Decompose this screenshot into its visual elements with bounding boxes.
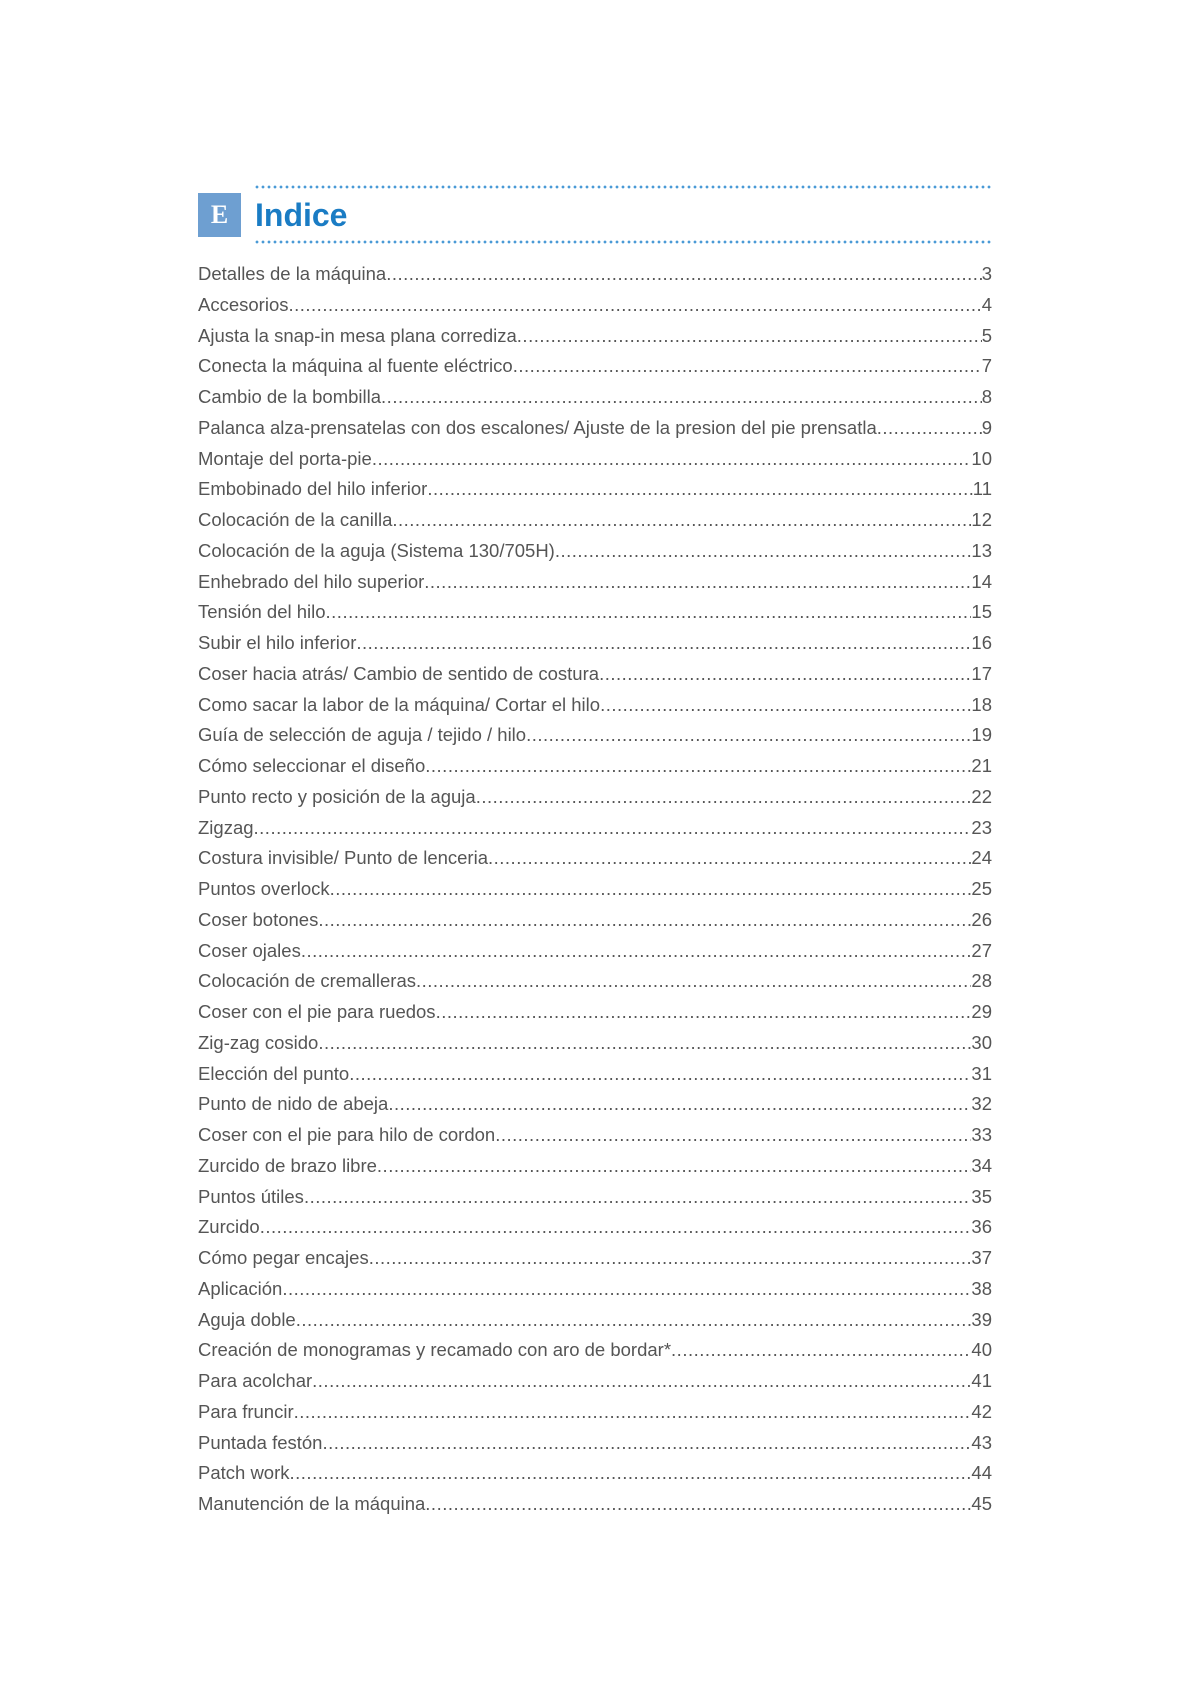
toc-entry-page-number: 18 [971,693,992,715]
toc-entry-title: Tensión del hilo [198,601,326,623]
toc-entry-title: Elección del punto [198,1062,350,1084]
toc-dot-leader [600,690,971,721]
toc-entry-title: Puntos útiles [198,1185,304,1207]
toc-entry-page-number: 38 [971,1277,992,1299]
toc-dot-leader [318,1028,971,1059]
toc-dot-leader [526,720,971,751]
toc-dot-leader [356,628,971,659]
toc-entry-page-number: 15 [971,601,992,623]
toc-dot-leader [372,444,972,475]
toc-entry-page-number: 8 [981,386,992,407]
dotted-rule-top [254,185,992,189]
toc-entry-page-number: 11 [972,478,992,500]
toc-dot-leader [436,997,972,1028]
toc-dot-leader [488,843,971,874]
toc-entry-title: Cómo seleccionar el diseño [198,755,426,776]
toc-entry-title: Colocación de cremalleras [198,970,416,992]
dotted-rule-bottom [254,240,992,244]
toc-entry[interactable] [198,321,992,352]
toc-entry[interactable] [198,813,992,844]
toc-entry-title: Colocación de la aguja (Sistema 130/705H) [198,539,555,561]
toc-entry-page-number: 33 [971,1124,992,1145]
toc-entry-page-number: 31 [971,1062,992,1084]
toc-entry-page-number: 3 [981,263,992,284]
toc-entry-title: Para acolchar [198,1370,313,1391]
toc-entry[interactable] [198,382,992,413]
toc-entry[interactable] [198,1028,992,1059]
toc-entry-title: Detalles de la máquina [198,263,387,284]
toc-entry-page-number: 19 [971,724,992,746]
toc-entry-title: Montaje del porta-pie [198,447,372,469]
toc-entry-title: Aplicación [198,1277,283,1299]
toc-entry[interactable] [198,1151,992,1182]
toc-entry-page-number: 12 [971,509,992,530]
toc-entry[interactable] [198,843,992,874]
toc-entry-title: Embobinado del hilo inferior [198,478,428,500]
toc-entry-page-number: 4 [981,293,992,315]
toc-entry[interactable] [198,1397,992,1428]
toc-entry[interactable] [198,597,992,628]
toc-entry[interactable] [198,259,992,290]
toc-dot-leader [301,936,972,967]
toc-entry-page-number: 29 [971,1001,992,1022]
toc-dot-leader [282,1274,971,1305]
toc-dot-leader [427,474,972,505]
toc-dot-leader [260,1212,972,1243]
toc-dot-leader [555,536,972,567]
toc-dot-leader [312,1366,971,1397]
toc-entry[interactable] [198,905,992,936]
toc-entry-page-number: 25 [971,878,992,899]
toc-dot-leader [349,1059,971,1090]
toc-entry-page-number: 23 [971,816,992,838]
toc-entry-page-number: 35 [971,1185,992,1207]
toc-entry[interactable] [198,874,992,905]
toc-entry[interactable] [198,751,992,782]
toc-dot-leader [877,413,982,444]
toc-dot-leader [386,259,982,290]
toc-entry[interactable] [198,567,992,598]
toc-entry-page-number: 43 [971,1431,992,1453]
toc-dot-leader [424,567,971,598]
toc-dot-leader [416,966,971,997]
toc-entry-page-number: 26 [971,908,992,930]
toc-entry[interactable] [198,290,992,321]
toc-entry-page-number: 42 [971,1400,992,1422]
toc-entry[interactable] [198,690,992,721]
toc-dot-leader [671,1335,971,1366]
toc-entry[interactable] [198,720,992,751]
toc-dot-leader [322,1428,971,1459]
toc-entry[interactable] [198,659,992,690]
toc-entry-title: Palanca alza-prensatelas con dos escalones/ Ajuste de la presion del pie prensatla [198,416,877,438]
toc-entry-page-number: 14 [971,570,992,592]
toc-entry-page-number: 44 [971,1462,992,1484]
toc-dot-leader [392,505,971,536]
toc-entry-title: Subir el hilo inferior [198,632,357,653]
toc-entry[interactable] [198,474,992,505]
toc-dot-leader [294,1397,972,1428]
toc-dot-leader [326,597,972,628]
toc-dot-leader [318,905,971,936]
toc-entry-page-number: 28 [971,970,992,992]
toc-entry[interactable] [198,1489,992,1520]
toc-entry-title: Colocación de la canilla [198,509,393,530]
toc-entry[interactable] [198,1059,992,1090]
toc-entry-title: Puntada festón [198,1431,323,1453]
toc-entry-title: Zurcido [198,1216,260,1238]
toc-dot-leader [388,1089,971,1120]
toc-dot-leader [513,351,982,382]
toc-entry-title: Accesorios [198,293,289,315]
toc-dot-leader [425,751,971,782]
toc-entry-title: Zigzag [198,816,254,838]
toc-entry-page-number: 13 [971,539,992,561]
toc-entry[interactable] [198,628,992,659]
toc-entry-title: Cómo pegar encajes [198,1247,369,1268]
toc-entry[interactable] [198,1243,992,1274]
toc-entry-title: Coser botones [198,908,319,930]
toc-entry-title: Manutención de la máquina [198,1493,426,1514]
toc-entry[interactable] [198,1335,992,1366]
toc-entry-page-number: 36 [971,1216,992,1238]
toc-entry-page-number: 10 [971,447,992,469]
toc-entry-title: Patch work [198,1462,290,1484]
toc-entry[interactable] [198,1212,992,1243]
toc-entry[interactable] [198,782,992,813]
toc-entry-page-number: 45 [971,1493,992,1514]
toc-entry[interactable] [198,1305,992,1336]
toc-dot-leader [254,813,972,844]
toc-entry[interactable] [198,1458,992,1489]
toc-entry[interactable] [198,1182,992,1213]
toc-dot-leader [330,874,972,905]
toc-dot-leader [599,659,971,690]
toc-entry[interactable] [198,413,992,444]
toc-entry-page-number: 40 [971,1339,992,1361]
toc-entry-page-number: 7 [981,355,992,377]
toc-entry-page-number: 34 [971,1154,992,1176]
toc-entry-title: Puntos overlock [198,878,330,899]
language-badge: E [198,193,241,237]
table-of-contents [198,259,992,1520]
toc-entry-title: Coser con el pie para ruedos [198,1001,436,1022]
toc-entry-title: Como sacar la labor de la máquina/ Cortar el hilo [198,693,601,715]
toc-entry[interactable] [198,444,992,475]
toc-entry-title: Zurcido de brazo libre [198,1154,377,1176]
toc-entry[interactable] [198,536,992,567]
toc-dot-leader [495,1120,971,1151]
toc-entry-title: Cambio de la bombilla [198,386,382,407]
toc-entry-title: Conecta la máquina al fuente eléctrico [198,355,513,377]
toc-entry[interactable] [198,966,992,997]
page-title: Indice [255,197,348,233]
toc-entry-page-number: 5 [981,324,992,346]
toc-entry-title: Coser con el pie para hilo de cordon [198,1124,496,1145]
toc-entry[interactable] [198,1428,992,1459]
toc-dot-leader [290,1458,972,1489]
toc-dot-leader [288,290,981,321]
toc-entry[interactable] [198,936,992,967]
toc-entry[interactable] [198,351,992,382]
toc-entry-page-number: 41 [971,1370,992,1391]
toc-entry-page-number: 37 [971,1247,992,1268]
toc-dot-leader [381,382,982,413]
toc-dot-leader [517,321,982,352]
toc-dot-leader [476,782,972,813]
toc-entry-page-number: 21 [971,755,992,776]
toc-entry-title: Punto de nido de abeja [198,1093,389,1115]
toc-entry[interactable] [198,1366,992,1397]
toc-entry-page-number: 22 [971,785,992,807]
toc-entry-page-number: 30 [971,1031,992,1053]
toc-entry-title: Punto recto y posición de la aguja [198,785,476,807]
toc-entry-title: Guía de selección de aguja / tejido / hilo [198,724,527,746]
toc-entry-page-number: 27 [971,939,992,961]
toc-entry-title: Coser hacia atrás/ Cambio de sentido de costura [198,662,600,684]
toc-entry-title: Costura invisible/ Punto de lenceria [198,847,488,869]
toc-entry-title: Enhebrado del hilo superior [198,570,425,592]
toc-entry-title: Para fruncir [198,1400,294,1422]
toc-dot-leader [369,1243,972,1274]
toc-entry-page-number: 17 [971,662,992,684]
toc-entry[interactable] [198,505,992,536]
toc-dot-leader [425,1489,971,1520]
toc-entry-page-number: 9 [981,416,992,438]
toc-entry[interactable] [198,997,992,1028]
toc-entry-page-number: 39 [971,1308,992,1330]
toc-entry-title: Ajusta la snap-in mesa plana corrediza [198,324,517,346]
toc-dot-leader [377,1151,972,1182]
toc-entry-page-number: 32 [971,1093,992,1115]
toc-entry-title: Aguja doble [198,1308,296,1330]
toc-dot-leader [304,1182,971,1213]
toc-entry-title: Creación de monogramas y recamado con aro de bordar* [198,1339,672,1361]
toc-entry-title: Zig-zag cosido [198,1031,319,1053]
toc-entry-page-number: 16 [971,632,992,653]
toc-entry-title: Coser ojales [198,939,301,961]
toc-entry[interactable] [198,1274,992,1305]
toc-entry-page-number: 24 [971,847,992,869]
toc-dot-leader [296,1305,972,1336]
toc-entry[interactable] [198,1120,992,1151]
toc-entry[interactable] [198,1089,992,1120]
